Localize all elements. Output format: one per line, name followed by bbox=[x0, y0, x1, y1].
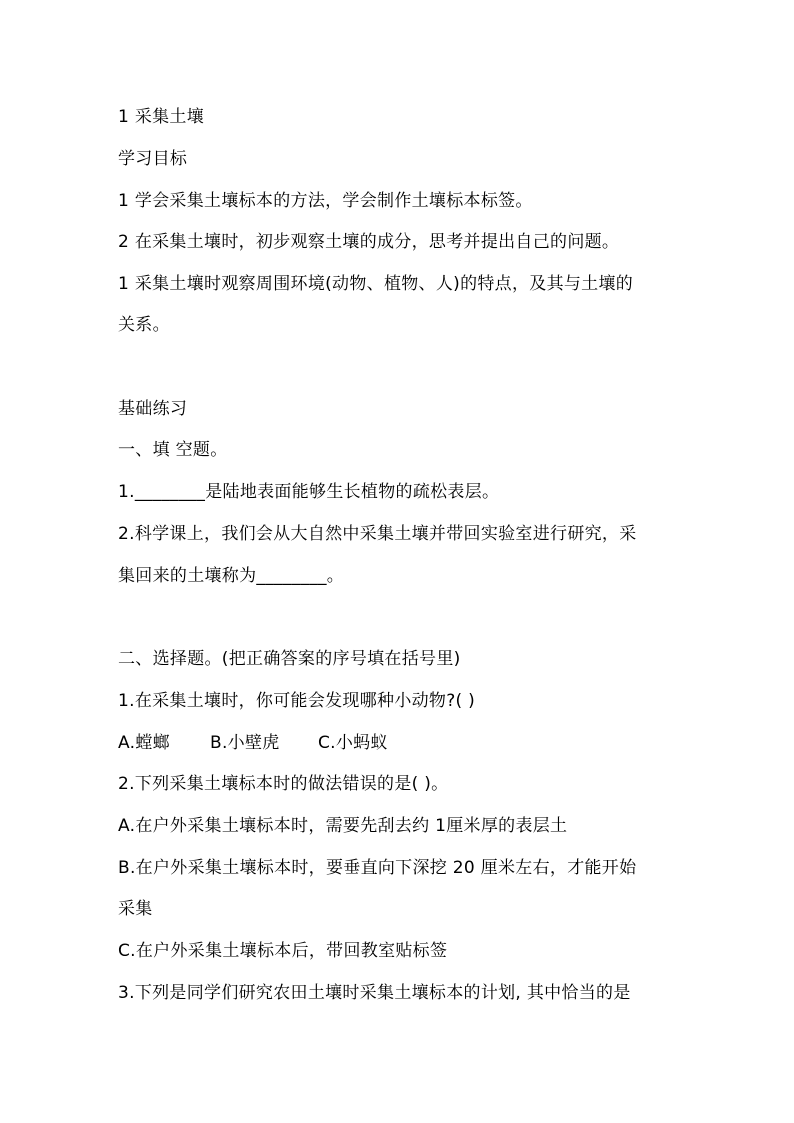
choice-question-2: 2.下列采集土壤标本时的做法错误的是( )。 bbox=[118, 774, 449, 794]
practice-heading: 基础练习 bbox=[118, 399, 188, 419]
option-c: C.小蚂蚁 bbox=[318, 733, 388, 753]
choice-question-3: 3.下列是同学们研究农田土壤时采集土壤标本的计划, 其中恰当的是 bbox=[118, 983, 631, 1003]
goals-heading: 学习目标 bbox=[118, 149, 188, 169]
fill-question-2: 2.科学课上，我们会从大自然中采集土壤并带回实验室进行研究，采 bbox=[118, 524, 637, 544]
fill-question-2-continued: 集回来的土壤称为________。 bbox=[118, 566, 345, 586]
choice-question-2-option-b-continued: 采集 bbox=[118, 899, 153, 919]
goal-item-3-continued: 关系。 bbox=[118, 315, 170, 335]
goal-item-2: 2 在采集土壤时，初步观察土壤的成分，思考并提出自己的问题。 bbox=[118, 232, 620, 252]
option-b: B.小壁虎 bbox=[210, 733, 280, 753]
goal-item-3: 1 采集土壤时观察周围环境(动物、植物、人)的特点，及其与土壤的 bbox=[118, 274, 634, 294]
choice-question-2-option-c: C.在户外采集土壤标本后，带回教室贴标签 bbox=[118, 941, 448, 961]
choice-question-1: 1.在采集土壤时，你可能会发现哪种小动物?( ) bbox=[118, 691, 476, 711]
lesson-title: 1 采集土壤 bbox=[118, 107, 205, 127]
choice-question-2-option-a: A.在户外采集土壤标本时，需要先刮去约 1厘米厚的表层土 bbox=[118, 816, 568, 836]
choice-section-heading: 二、选择题。(把正确答案的序号填在括号里) bbox=[118, 649, 461, 669]
option-a: A.螳螂 bbox=[118, 733, 170, 753]
fill-section-heading: 一、填 空题。 bbox=[118, 440, 228, 460]
choice-question-1-options bbox=[118, 732, 688, 754]
goal-item-1: 1 学会采集土壤标本的方法，学会制作土壤标本标签。 bbox=[118, 191, 533, 211]
fill-question-1: 1.________是陆地表面能够生长植物的疏松表层。 bbox=[118, 482, 500, 502]
choice-question-2-option-b: B.在户外采集土壤标本时，要垂直向下深挖 20 厘米左右，才能开始 bbox=[118, 858, 637, 878]
